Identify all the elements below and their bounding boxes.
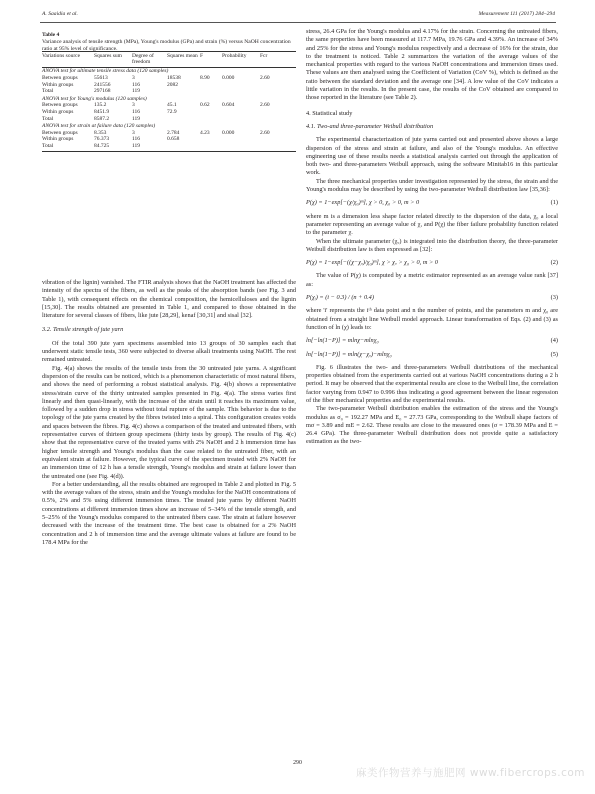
table-cell — [222, 143, 260, 150]
table-row — [42, 136, 296, 143]
table-section-title: ANOVA test for strain at failure data (120 samples) — [42, 123, 156, 130]
table-cell: 2.60 — [260, 129, 270, 136]
table-cell: Degree of freedom — [132, 52, 154, 66]
table-cell: Total — [42, 142, 54, 149]
equation-body: ln[−ln(1−P)] = mln(χ−χᵤ)−mlnχ₀ — [306, 350, 392, 358]
equation-body: P(χᵢ) = (i − 0.3) / (n + 0.4) — [306, 294, 374, 302]
table-section-title: ANOVA test for Young's modulus (120 samples) — [42, 95, 147, 102]
paragraph: Of the total 390 jute yarn specimens assembled into 13 groups of 30 samples each that underwent static tensile tests, 360 were subjected to diverse alkali treatments using NaOH. The rest remained untreated. — [42, 339, 296, 364]
table-cell: Total — [42, 115, 54, 122]
table-rule — [42, 51, 296, 52]
table-cell: Variations source — [42, 52, 81, 59]
table-cell: F — [200, 52, 204, 59]
table-cell: 116 — [132, 81, 141, 88]
anova-table — [42, 50, 296, 152]
table-row — [42, 143, 296, 150]
table-cell — [222, 116, 260, 123]
page-number: 290 — [293, 760, 302, 766]
table-cell — [167, 143, 200, 150]
table-cell: 2.60 — [260, 102, 270, 109]
paragraph: Fig. 4(a) shows the results of the tensile tests from the 30 untreated jute yarns. A significant dispersion of the results can be noticed, which is a phenomenon characteristic of most natural fibers, and shows the need of performing a robust statistical analysis. Fig. 4(b) shows a representative stress/strain curve of the thirty untreated samples presented in Fig. 4(a). The stress varies first linearly and then quasi-linearly, with the increase of the strain until it reaches its maximum value, followed by a sudden drop in stress without total rupture of the sample. This behavior is due to the topology of the jute yarns created by the fibres twisted into a spiral. This configuration creates voids and spaces between the fibres. Fig. 4(c) shows a comparison of the treated and untreated fibers, with representative curves of thirteen group specimens (thirty tests by group). The results of Fig. 4(c) show that the representative curve of the treated yarns with 2% NaOH and 2 h immersion time has higher tensile strength and Young's modulus than the case related to the untreated fiber, with an equivalent strain at failure. However, the typical curve of the specimen treated with 2% NaOH for an immersion time of 12 h has a tensile strength, Young's modulus and strain at failure lower than the untreated one (see Fig. 4(d)). — [42, 364, 296, 480]
equation-number: (2) — [550, 259, 558, 267]
table-cell: 3 — [132, 74, 135, 81]
table-cell — [260, 109, 280, 116]
table-cell: 18538 — [167, 74, 181, 81]
paragraph: The value of P(χ) is computed by a metric estimator represented as an average value rank [37] as: — [306, 272, 558, 288]
table-cell: 297168 — [94, 88, 111, 95]
paragraph: The experimental characterization of jute yarns carried out and presented above shows a large dispersion of the stress and strain at failure, and also of the Young's modulus. An effective engineering use of these results needs a statistical analysis carried out through the application of both two- and three-parameters Weibull approach, using the software Minitab16 in this particular work. — [306, 136, 558, 177]
equation-body: ln[−ln(1−P)] = mlnχ−mlnχ₀ — [306, 337, 379, 345]
table-cell: 119 — [132, 88, 141, 95]
table-caption-text: Variance analysis of tensile strength (MPa), Young's modulus (GPa) and strain (%) versus NaOH concentration ratio at 95% level of significance. — [42, 39, 291, 52]
table-cell — [222, 82, 260, 89]
table-cell: 119 — [132, 115, 141, 122]
table-cell: Squares sum — [94, 52, 122, 59]
table-cell: Probability — [222, 52, 247, 59]
table-cell: 0.000 — [222, 74, 235, 81]
table-cell: 4.23 — [200, 129, 210, 136]
table-cell: 8.90 — [200, 74, 210, 81]
table-cell: Within groups — [42, 81, 74, 88]
table-cell: Squares mean — [167, 52, 198, 59]
left-column — [42, 279, 296, 547]
table-cell — [200, 109, 222, 116]
table-cell: 135.2 — [94, 102, 107, 109]
table-rule — [42, 151, 296, 152]
table-row — [42, 82, 296, 89]
table-cell: 8451.9 — [94, 108, 110, 115]
table-row — [42, 102, 296, 109]
running-header-journal: Measurement 111 (2017) 284–294 — [478, 11, 555, 17]
paragraph: For a better understanding, all the results obtained are regrouped in Table 2 and plotted in Fig. 5 with the average values of the stress, strain and the Young's modulus for the NaOH concentrations of 0.5%, 2% and 5% using different immersion times. The treated jute yarns by different NaOH concentrations at different immersion times show an increase of 5–34% of the tensile strength, and 5–25% of the Young's modulus compared to the untreated fibers case. The strain at failure however decreased with the increase of the treatment time. The best case is obtained for a 2% NaOH concentration and 2 h of immersion time and the average ultimate values at failure are found to be 178.4 MPa for the — [42, 480, 297, 546]
table-row — [42, 130, 296, 137]
subsection-heading: 4.1. Two-and three-parameter Weibull distribution — [306, 122, 434, 130]
table-cell — [167, 116, 200, 123]
table-cell: Within groups — [42, 108, 74, 115]
equation-body: P(χ) = 1−exp[−(χ/χ₀)ᵐ], χ > 0, χ₀ > 0, m > 0 — [306, 199, 420, 207]
table-cell: 119 — [132, 142, 141, 149]
table-cell: Between groups — [42, 129, 78, 136]
table-cell: Total — [42, 88, 54, 95]
table-header-row — [42, 53, 296, 66]
paragraph: Fig. 6 illustrates the two- and three-parameters Weibull distributions of the mechanical properties obtained from the experiments carried out at various NaOH concentrations during a 2 h period. It may be observed that the experimental results are close to the Weibull line, the correlation factor varying from 0.947 to 0.996 thus indicating a good agreement between the linear regression of the fiber mechanical properties and the experimental results. — [306, 363, 558, 404]
table-cell — [260, 143, 280, 150]
header-rule — [40, 22, 556, 23]
table-section-title: ANOVA test for ultimate tensile stress data (120 samples) — [42, 68, 169, 75]
table-cell: 72.9 — [167, 108, 177, 115]
paragraph: When the ultimate parameter (χᵤ) is integrated into the distribution theory, the three-parameter Weibull distribution law is then expressed as [32]: — [306, 237, 558, 253]
paragraph: stress, 26.4 GPa for the Young's modulus and 4.17% for the strain. Concerning the untreated fibers, the same properties have been measured at 117.7 MPa, 19.76 GPa and 4.39%. An increase of 34% and 25% for the stress and Young's modulus respectively and a decrease of 16% for the strain, due to the treatment is noticed. Table 2 summarizes the variation of the average values of the mechanical properties with regard to the various NaOH concentrations and immersion times used. These values are then analysed using the Coefficient of Variation (CoV %), which is defined as the ratio between the standard deviation and the average one [34]. A low value of the CoV indicates a little variation in the results. In the present case, the results of the CoV obtained are compared to those reported in the literature (see Table 2). — [306, 28, 558, 102]
right-column — [306, 28, 558, 447]
equation-body: P(χ) = 1−exp[−((χ−χᵤ)/χ₀)ᵐ], χ > χᵤ > χ₀ > 0, m > 0 — [306, 259, 438, 267]
paragraph: The three mechanical properties under investigation represented by the stress, the strain and the Young's modulus may be described by using the two-parameter Weibull distribution law [35,36]: — [306, 177, 558, 194]
table-cell — [200, 82, 222, 89]
watermark: 麻类作物营养与施肥网 www.fibercrops.com — [356, 767, 585, 779]
table-cell: 84.725 — [94, 142, 110, 149]
table-cell: 241556 — [94, 81, 111, 88]
table-cell: 55613 — [94, 74, 108, 81]
table-cell — [260, 116, 280, 123]
table-cell: 76.373 — [94, 136, 110, 143]
table-cell — [222, 88, 260, 95]
table-cell — [222, 109, 260, 116]
section-heading: 4. Statistical study — [306, 109, 353, 117]
table-cell — [167, 88, 200, 95]
equation-number: (5) — [550, 350, 558, 358]
table-cell: 3 — [132, 102, 135, 109]
paragraph: where m is a dimension less shape factor related directly to the dispersion of the data, χ₀ a local parameter representing an average value of χ, and P(χ) the fiber failure probability function related to the parameter χ. — [306, 212, 558, 237]
running-header-authors: A. Saaidia et al. — [42, 11, 78, 17]
equation-3 — [306, 294, 558, 302]
table-cell: 0.000 — [222, 129, 235, 136]
table-cell: Within groups — [42, 136, 74, 143]
table-label: Table 4 — [42, 32, 60, 38]
table-cell: 8.353 — [94, 129, 107, 136]
table-cell: 2082 — [167, 81, 178, 88]
table-cell: 8587.2 — [94, 115, 110, 122]
table-row — [42, 75, 296, 82]
table-cell — [200, 88, 222, 95]
equation-2 — [306, 259, 558, 267]
table-cell — [200, 143, 222, 150]
equation-5 — [306, 351, 558, 359]
equation-number: (1) — [550, 199, 558, 207]
table-cell: 3 — [132, 129, 135, 136]
paragraph: where 'i' represents the iᵗʰ data point and n the number of points, and the parameters m and χ₀ are obtained from a straight line Weibull model approach. Linear transformation of Eqs. (2) and (3) as function of ln (χ) leads to: — [306, 307, 558, 331]
table-cell: 116 — [132, 136, 141, 143]
paragraph: vibration of the lignin) vanished. The FTIR analysis shows that the NaOH treatment has affected the intensity of the spectra of the fibers, as well as the peaks of the absorption bands (see Fig. 3 and Table 1), with consequent effects on the chemical composition, the hemicelluloses and the lignin [15,30]. The results obtained are presented in Table 1, and compared to those obtained in the literature for several classes of fibers, like jute [28,29], kenaf [30,31] and sisal [32]. — [42, 279, 296, 320]
table-row — [42, 88, 296, 95]
table-cell: 0.62 — [200, 102, 210, 109]
table-cell: 45.1 — [167, 102, 177, 109]
table-cell — [200, 116, 222, 123]
equation-4 — [306, 337, 558, 345]
table-cell — [260, 136, 280, 143]
table-cell — [222, 136, 260, 143]
table-cell — [260, 82, 280, 89]
equation-number: (3) — [550, 294, 558, 302]
equation-number: (4) — [550, 337, 558, 345]
table-cell: 2.60 — [260, 74, 270, 81]
table-cell: Between groups — [42, 74, 78, 81]
equation-1 — [306, 199, 558, 207]
table-row — [42, 109, 296, 116]
table-cell: 116 — [132, 108, 141, 115]
table-cell: 0.658 — [167, 136, 180, 143]
section-heading: 3.2. Tensile strength of jute yarn — [42, 326, 124, 334]
table-cell: Fcr — [260, 52, 268, 59]
paragraph: The two-parameter Weibull distribution enables the estimation of the stress and the Young's modulus as σ₀ = 192.27 MPa and E₀ = 27.73 GPa, corresponding to the Weibull shape factors of mσ = 3.89 and mE = 2.62. These results are close to the measured ones (σ = 178.39 MPa and E = 26.4 GPa). The three-parameter Weibull distribution does not provide quite a satisfactory estimation as the two- — [306, 405, 558, 446]
table-cell — [260, 88, 280, 95]
table-cell: Between groups — [42, 102, 78, 109]
table-row — [42, 116, 296, 123]
table-cell: 2.784 — [167, 129, 180, 136]
table-cell — [200, 136, 222, 143]
table-cell: 0.604 — [222, 102, 235, 109]
